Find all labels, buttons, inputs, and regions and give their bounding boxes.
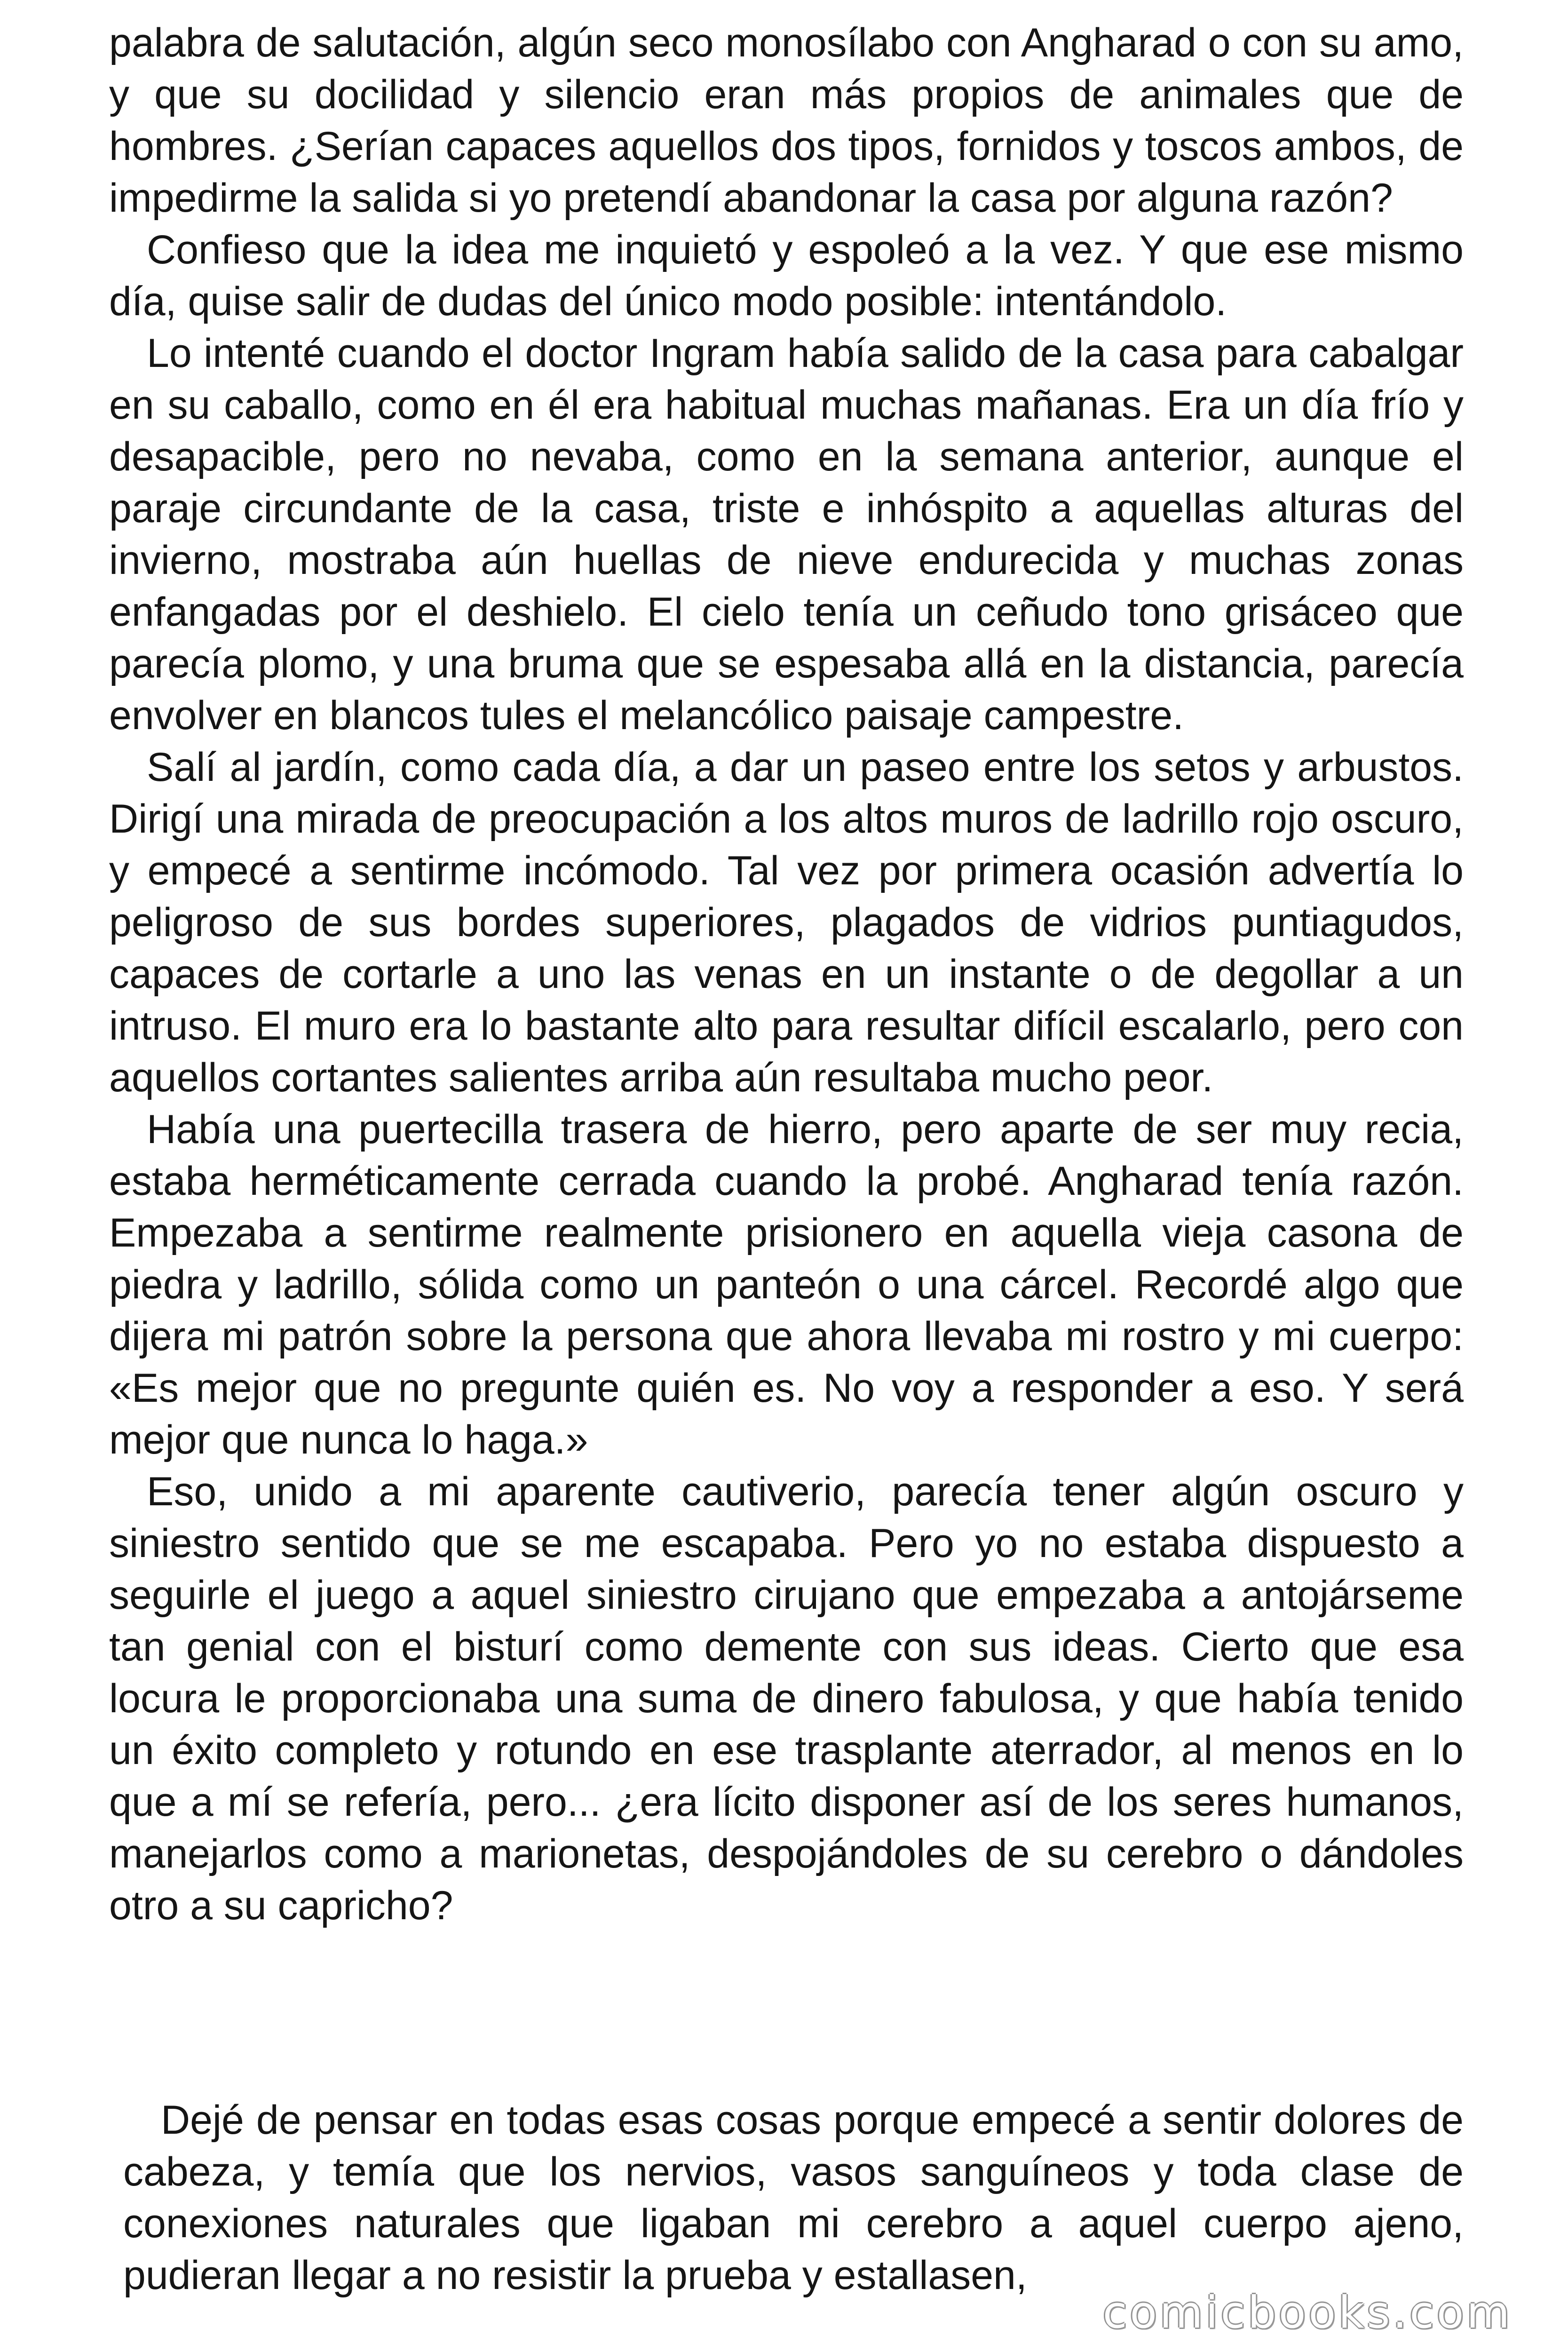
body-text-tail: [123, 2094, 1464, 2301]
watermark: comicbooks.com: [1102, 2287, 1513, 2338]
paragraph: Eso, unido a mi aparente cautiverio, parecía tener algún oscuro y siniestro sentido que se me escapaba. Pero yo no estaba dispuesto a seguirle el juego a aquel siniestro cirujano que empezaba a antojárseme tan genial con el bisturí como demente con sus ideas. Cierto que esa locura le proporcionaba una suma de dinero fabulosa, y que había tenido un éxito completo y rotundo en ese trasplante aterrador, al menos en lo que a mí se refería, pero... ¿era lícito disponer así de los seres humanos, manejarlos como a marionetas, despojándoles de su cerebro o dándoles otro a su capricho?: [109, 1469, 1464, 1928]
paragraph: Salí al jardín, como cada día, a dar un paseo entre los setos y arbustos. Dirigí una mirada de preocupación a los altos muros de ladrillo rojo oscuro, y empecé a sentirme incómodo. Tal vez por primera ocasión advertía lo peligroso de sus bordes superiores, plagados de vidrios puntiagudos, capaces de cortarle a uno las venas en un instante o de degollar a un intruso. El muro era lo bastante alto para resultar difícil escalarlo, pero con aquellos cortantes salientes arriba aún resultaba mucho peor.: [109, 745, 1464, 1100]
paragraph: Confieso que la idea me inquietó y espoleó a la vez. Y que ese mismo día, quise salir de dudas del único modo posible: intentándolo.: [109, 227, 1464, 324]
paragraph: Lo intenté cuando el doctor Ingram había salido de la casa para cabalgar en su caballo, como en él era habitual muchas mañanas. Era un día frío y desapacible, pero no nevaba, como en la semana anterior, aunque el paraje circundante de la casa, triste e inhóspito a aquellas alturas del invierno, mostraba aún huellas de nieve endurecida y muchas zonas enfangadas por el deshielo. El cielo tenía un ceñudo tono grisáceo que parecía plomo, y una bruma que se espesaba allá en la distancia, parecía envolver en blancos tules el melancólico paisaje campestre.: [109, 331, 1464, 738]
paragraph: palabra de salutación, algún seco monosílabo con Angharad o con su amo, y que su docilidad y silencio eran más propios de animales que de hombres. ¿Serían capaces aquellos dos tipos, fornidos y toscos ambos, de impedirme la salida si yo pretendí abandonar la casa por alguna razón?: [109, 20, 1464, 221]
paragraph: Dejé de pensar en todas esas cosas porque empecé a sentir dolores de cabeza, y temía que los nervios, vasos sanguíneos y toda clase de conexiones naturales que ligaban mi cerebro a aquel cuerpo ajeno, pudieran llegar a no resistir la prueba y estallasen,: [123, 2098, 1464, 2298]
body-text: [109, 17, 1464, 1931]
paragraph: Había una puertecilla trasera de hierro, pero aparte de ser muy recia, estaba herméticamente cerrada cuando la probé. Angharad tenía razón. Empezaba a sentirme realmente prisionero en aquella vieja casona de piedra y ladrillo, sólida como un panteón o una cárcel. Recordé algo que dijera mi patrón sobre la persona que ahora llevaba mi rostro y mi cuerpo: «Es mejor que no pregunte quién es. No voy a responder a eso. Y será mejor que nunca lo haga.»: [109, 1107, 1464, 1462]
